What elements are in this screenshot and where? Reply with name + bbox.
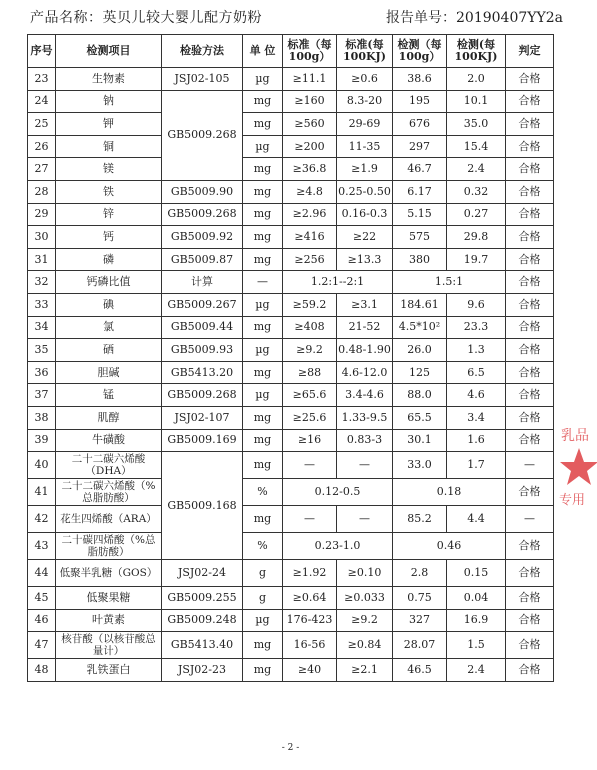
standard-per-100g: ≥59.2 <box>283 293 337 316</box>
test-item: 锌 <box>56 203 162 226</box>
test-item: 二十碳四烯酸（%总脂肪酸） <box>56 533 162 560</box>
result-per-100kj: 2.4 <box>447 158 506 181</box>
test-item: 胆碱 <box>56 361 162 384</box>
verdict: 合格 <box>506 226 554 249</box>
standard-per-100kj: ≥0.84 <box>337 632 393 659</box>
test-method: JSJ02-24 <box>162 560 243 587</box>
row-number: 30 <box>28 226 56 249</box>
table-row <box>28 158 554 181</box>
verdict: 合格 <box>506 632 554 659</box>
result-per-100kj: 23.3 <box>447 316 506 339</box>
result-per-100g: 327 <box>393 609 447 632</box>
row-number: 39 <box>28 429 56 452</box>
row-number: 40 <box>28 452 56 479</box>
row-number: 33 <box>28 293 56 316</box>
result-per-100g: 676 <box>393 113 447 136</box>
row-number: 38 <box>28 406 56 429</box>
result-per-100g: 28.07 <box>393 632 447 659</box>
test-item: 生物素 <box>56 68 162 91</box>
result-merged: 0.46 <box>393 533 506 560</box>
standard-per-100kj: ≥9.2 <box>337 609 393 632</box>
standard-per-100kj: ≥13.3 <box>337 248 393 271</box>
verdict: 合格 <box>506 384 554 407</box>
result-per-100g: 38.6 <box>393 68 447 91</box>
standard-per-100kj: — <box>337 452 393 479</box>
test-item: 锰 <box>56 384 162 407</box>
verdict: 合格 <box>506 587 554 610</box>
unit: µg <box>243 384 283 407</box>
standard-per-100g: 176-423 <box>283 609 337 632</box>
standard-merged: 1.2:1--2:1 <box>283 271 393 294</box>
test-item: 镁 <box>56 158 162 181</box>
standard-per-100kj: 4.6-12.0 <box>337 361 393 384</box>
test-method: GB5009.248 <box>162 609 243 632</box>
test-item: 钾 <box>56 113 162 136</box>
test-item: 低聚半乳糖（GOS） <box>56 560 162 587</box>
test-item: 牛磺酸 <box>56 429 162 452</box>
test-method: JSJ02-23 <box>162 659 243 682</box>
row-number: 47 <box>28 632 56 659</box>
result-per-100g: 88.0 <box>393 384 447 407</box>
test-method: GB5009.87 <box>162 248 243 271</box>
result-per-100kj: 2.4 <box>447 659 506 682</box>
test-item: 乳铁蛋白 <box>56 659 162 682</box>
test-method: GB5009.90 <box>162 180 243 203</box>
verdict: 合格 <box>506 293 554 316</box>
table-row <box>28 90 554 113</box>
unit: mg <box>243 506 283 533</box>
unit: mg <box>243 158 283 181</box>
col-header: 单 位 <box>243 35 283 68</box>
row-number: 41 <box>28 479 56 506</box>
row-number: 24 <box>28 90 56 113</box>
row-number: 42 <box>28 506 56 533</box>
row-number: 34 <box>28 316 56 339</box>
standard-per-100g: ≥25.6 <box>283 406 337 429</box>
result-per-100kj: 16.9 <box>447 609 506 632</box>
table-row <box>28 609 554 632</box>
result-per-100kj: 15.4 <box>447 135 506 158</box>
standard-per-100kj: ≥22 <box>337 226 393 249</box>
result-per-100kj: 29.8 <box>447 226 506 249</box>
standard-per-100g: ≥4.8 <box>283 180 337 203</box>
verdict: 合格 <box>506 248 554 271</box>
unit: — <box>243 271 283 294</box>
row-number: 25 <box>28 113 56 136</box>
result-per-100kj: 10.1 <box>447 90 506 113</box>
stamp-text: 乳品 <box>561 428 589 444</box>
table-row <box>28 339 554 362</box>
row-number: 32 <box>28 271 56 294</box>
result-per-100kj: 9.6 <box>447 293 506 316</box>
verdict: 合格 <box>506 560 554 587</box>
standard-per-100kj: ≥3.1 <box>337 293 393 316</box>
standard-per-100kj: 21-52 <box>337 316 393 339</box>
result-per-100kj: 6.5 <box>447 361 506 384</box>
col-header: 标准（每100g） <box>283 35 337 68</box>
result-per-100g: 195 <box>393 90 447 113</box>
unit: mg <box>243 429 283 452</box>
result-per-100g: 65.5 <box>393 406 447 429</box>
row-number: 31 <box>28 248 56 271</box>
test-item: 氯 <box>56 316 162 339</box>
result-per-100g: 30.1 <box>393 429 447 452</box>
page-number: - 2 - <box>281 743 300 753</box>
standard-per-100kj: ≥2.1 <box>337 659 393 682</box>
standard-per-100kj: ≥1.9 <box>337 158 393 181</box>
row-number: 28 <box>28 180 56 203</box>
table-row <box>28 135 554 158</box>
result-per-100g: 380 <box>393 248 447 271</box>
inspection-stamp <box>557 420 597 550</box>
row-number: 45 <box>28 587 56 610</box>
product-name: 产品名称：英贝儿较大婴儿配方奶粉 <box>30 10 262 26</box>
table-row <box>28 659 554 682</box>
standard-per-100kj: ≥0.10 <box>337 560 393 587</box>
table-row <box>28 587 554 610</box>
standard-per-100g: ≥11.1 <box>283 68 337 91</box>
result-per-100kj: 1.3 <box>447 339 506 362</box>
row-number: 46 <box>28 609 56 632</box>
table-row <box>28 113 554 136</box>
result-merged: 0.18 <box>393 479 506 506</box>
test-method: GB5009.267 <box>162 293 243 316</box>
standard-per-100g: ≥40 <box>283 659 337 682</box>
standard-per-100kj: 8.3-20 <box>337 90 393 113</box>
verdict: 合格 <box>506 533 554 560</box>
standard-per-100kj: ≥0.6 <box>337 68 393 91</box>
verdict: 合格 <box>506 158 554 181</box>
standard-per-100g: — <box>283 452 337 479</box>
unit: mg <box>243 452 283 479</box>
result-per-100kj: 0.32 <box>447 180 506 203</box>
verdict: 合格 <box>506 90 554 113</box>
row-number: 29 <box>28 203 56 226</box>
standard-per-100g: ≥160 <box>283 90 337 113</box>
row-number: 37 <box>28 384 56 407</box>
col-header: 检测(每100KJ) <box>447 35 506 68</box>
test-method: 计算 <box>162 271 243 294</box>
col-header: 序号 <box>28 35 56 68</box>
test-method: GB5009.169 <box>162 429 243 452</box>
test-method: GB5009.92 <box>162 226 243 249</box>
stamp-text: 专用 <box>559 493 586 508</box>
verdict: 合格 <box>506 659 554 682</box>
result-per-100kj: 1.6 <box>447 429 506 452</box>
col-header: 判定 <box>506 35 554 68</box>
standard-per-100kj: ≥0.033 <box>337 587 393 610</box>
result-per-100kj: 1.5 <box>447 632 506 659</box>
standard-per-100kj: 0.48-1.90 <box>337 339 393 362</box>
standard-per-100g: ≥256 <box>283 248 337 271</box>
result-per-100kj: 4.4 <box>447 506 506 533</box>
result-per-100kj: 1.7 <box>447 452 506 479</box>
unit: mg <box>243 90 283 113</box>
test-item: 肌醇 <box>56 406 162 429</box>
unit: mg <box>243 406 283 429</box>
result-per-100g: 125 <box>393 361 447 384</box>
standard-per-100g: ≥560 <box>283 113 337 136</box>
verdict: 合格 <box>506 68 554 91</box>
result-per-100g: 46.5 <box>393 659 447 682</box>
col-header: 检验方法 <box>162 35 243 68</box>
standard-per-100g: ≥88 <box>283 361 337 384</box>
result-per-100g: 575 <box>393 226 447 249</box>
verdict: 合格 <box>506 203 554 226</box>
unit: mg <box>243 248 283 271</box>
result-per-100g: 5.15 <box>393 203 447 226</box>
standard-per-100g: ≥200 <box>283 135 337 158</box>
verdict: 合格 <box>506 361 554 384</box>
test-method: GB5009.268 <box>162 203 243 226</box>
result-merged: 1.5:1 <box>393 271 506 294</box>
test-item: 磷 <box>56 248 162 271</box>
verdict: 合格 <box>506 406 554 429</box>
unit: mg <box>243 361 283 384</box>
result-per-100kj: 3.4 <box>447 406 506 429</box>
standard-per-100g: ≥65.6 <box>283 384 337 407</box>
standard-per-100g: ≥2.96 <box>283 203 337 226</box>
unit: mg <box>243 316 283 339</box>
test-item: 铜 <box>56 135 162 158</box>
row-number: 48 <box>28 659 56 682</box>
test-item: 低聚果糖 <box>56 587 162 610</box>
result-per-100kj: 35.0 <box>447 113 506 136</box>
verdict: 合格 <box>506 135 554 158</box>
table-row <box>28 68 554 91</box>
table-row <box>28 452 554 479</box>
unit: µg <box>243 68 283 91</box>
unit: g <box>243 587 283 610</box>
table-row <box>28 406 554 429</box>
test-item: 铁 <box>56 180 162 203</box>
standard-per-100g: ≥9.2 <box>283 339 337 362</box>
table-row <box>28 560 554 587</box>
test-method: JSJ02-107 <box>162 406 243 429</box>
unit: % <box>243 533 283 560</box>
col-header: 检测项目 <box>56 35 162 68</box>
unit: mg <box>243 180 283 203</box>
result-per-100kj: 0.27 <box>447 203 506 226</box>
row-number: 35 <box>28 339 56 362</box>
standard-per-100kj: 0.83-3 <box>337 429 393 452</box>
table-row <box>28 384 554 407</box>
test-method: GB5009.268 <box>162 384 243 407</box>
table-row <box>28 203 554 226</box>
test-method: GB5009.168 <box>162 452 243 560</box>
result-per-100g: 4.5*10² <box>393 316 447 339</box>
verdict: 合格 <box>506 113 554 136</box>
test-item: 叶黄素 <box>56 609 162 632</box>
standard-per-100g: 16-56 <box>283 632 337 659</box>
row-number: 27 <box>28 158 56 181</box>
result-per-100g: 2.8 <box>393 560 447 587</box>
verdict: 合格 <box>506 316 554 339</box>
table-row <box>28 248 554 271</box>
standard-per-100kj: 29-69 <box>337 113 393 136</box>
result-per-100kj: 19.7 <box>447 248 506 271</box>
table-row <box>28 429 554 452</box>
result-per-100g: 0.75 <box>393 587 447 610</box>
standard-per-100g: — <box>283 506 337 533</box>
verdict: — <box>506 452 554 479</box>
row-number: 44 <box>28 560 56 587</box>
test-item: 钙磷比值 <box>56 271 162 294</box>
table-row <box>28 632 554 659</box>
table-row <box>28 506 554 533</box>
standard-per-100kj: 11-35 <box>337 135 393 158</box>
stamp-star <box>560 448 597 485</box>
standard-merged: 0.23-1.0 <box>283 533 393 560</box>
result-per-100g: 6.17 <box>393 180 447 203</box>
verdict: 合格 <box>506 429 554 452</box>
report-number: 报告单号：20190407YY2a <box>386 10 563 26</box>
test-item: 二十二碳六烯酸（DHA） <box>56 452 162 479</box>
verdict: 合格 <box>506 609 554 632</box>
row-number: 43 <box>28 533 56 560</box>
standard-per-100kj: 1.33-9.5 <box>337 406 393 429</box>
result-per-100kj: 0.04 <box>447 587 506 610</box>
verdict: 合格 <box>506 339 554 362</box>
result-per-100g: 33.0 <box>393 452 447 479</box>
test-item: 钠 <box>56 90 162 113</box>
test-method: GB5009.268 <box>162 90 243 180</box>
test-method: JSJ02-105 <box>162 68 243 91</box>
standard-per-100g: ≥1.92 <box>283 560 337 587</box>
standard-per-100kj: 0.16-0.3 <box>337 203 393 226</box>
test-item: 硒 <box>56 339 162 362</box>
standard-per-100g: ≥0.64 <box>283 587 337 610</box>
report-header <box>30 4 563 26</box>
test-results-table <box>27 34 554 682</box>
verdict: 合格 <box>506 271 554 294</box>
unit: % <box>243 479 283 506</box>
table-row <box>28 533 554 560</box>
test-method: GB5009.255 <box>162 587 243 610</box>
standard-per-100kj: 3.4-4.6 <box>337 384 393 407</box>
unit: mg <box>243 203 283 226</box>
result-per-100g: 184.61 <box>393 293 447 316</box>
result-per-100kj: 0.15 <box>447 560 506 587</box>
col-header: 检测（每100g） <box>393 35 447 68</box>
unit: µg <box>243 339 283 362</box>
result-per-100g: 26.0 <box>393 339 447 362</box>
table-row <box>28 361 554 384</box>
test-item: 碘 <box>56 293 162 316</box>
standard-per-100g: ≥416 <box>283 226 337 249</box>
test-method: GB5009.93 <box>162 339 243 362</box>
standard-per-100g: ≥36.8 <box>283 158 337 181</box>
test-method: GB5413.20 <box>162 361 243 384</box>
row-number: 23 <box>28 68 56 91</box>
table-header-row <box>28 35 554 68</box>
standard-per-100g: ≥408 <box>283 316 337 339</box>
result-per-100kj: 2.0 <box>447 68 506 91</box>
unit: µg <box>243 135 283 158</box>
standard-per-100kj: 0.25-0.50 <box>337 180 393 203</box>
test-method: GB5413.40 <box>162 632 243 659</box>
unit: mg <box>243 226 283 249</box>
result-per-100g: 46.7 <box>393 158 447 181</box>
unit: µg <box>243 609 283 632</box>
unit: g <box>243 560 283 587</box>
row-number: 36 <box>28 361 56 384</box>
standard-per-100kj: — <box>337 506 393 533</box>
test-method: GB5009.44 <box>162 316 243 339</box>
unit: mg <box>243 659 283 682</box>
table-row <box>28 316 554 339</box>
result-per-100kj: 4.6 <box>447 384 506 407</box>
test-item: 花生四烯酸（ARA） <box>56 506 162 533</box>
row-number: 26 <box>28 135 56 158</box>
verdict: 合格 <box>506 479 554 506</box>
table-row <box>28 479 554 506</box>
standard-merged: 0.12-0.5 <box>283 479 393 506</box>
result-per-100g: 85.2 <box>393 506 447 533</box>
table-row <box>28 226 554 249</box>
test-item: 核苷酸（以核苷酸总量计） <box>56 632 162 659</box>
table-row <box>28 293 554 316</box>
verdict: 合格 <box>506 180 554 203</box>
standard-per-100g: ≥16 <box>283 429 337 452</box>
test-item: 二十二碳六烯酸（%总脂肪酸） <box>56 479 162 506</box>
test-item: 钙 <box>56 226 162 249</box>
table-row <box>28 180 554 203</box>
col-header: 标准(每100KJ) <box>337 35 393 68</box>
table-body <box>28 68 554 682</box>
verdict: — <box>506 506 554 533</box>
unit: mg <box>243 632 283 659</box>
unit: mg <box>243 113 283 136</box>
table-row <box>28 271 554 294</box>
result-per-100g: 297 <box>393 135 447 158</box>
unit: µg <box>243 293 283 316</box>
